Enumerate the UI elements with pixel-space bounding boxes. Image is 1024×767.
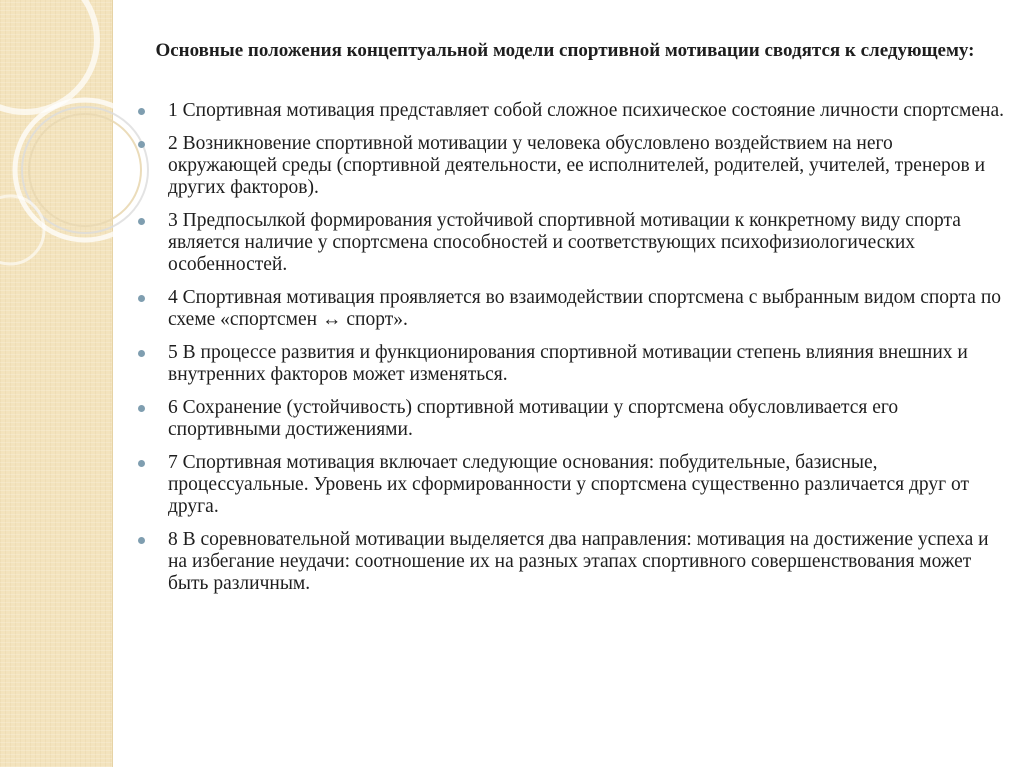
points-list (134, 100, 1004, 606)
bullet-dot-icon (138, 460, 145, 467)
point-text: 3 Предпосылкой формирования устойчивой спортивной мотивации к конкретному виду спорта является наличие у спортсмена способностей и соответствующих психофизиологических особенностей. (168, 210, 961, 275)
point-text: 6 Сохранение (устойчивость) спортивной мотивации у спортсмена обусловливается его спортивными достижениями. (168, 397, 899, 440)
decorative-circles-graphic (0, 0, 150, 330)
list-item (134, 287, 1004, 331)
list-item (134, 529, 1004, 595)
point-text: 4 Спортивная мотивация проявляется во взаимодействии спортсмена с выбранным видом спорта по схеме «спортсмен ↔ спорт». (168, 287, 1002, 330)
bullet-dot-icon (138, 141, 145, 148)
decor-ring-small (0, 196, 44, 264)
bullet-dot-icon (138, 405, 145, 412)
decor-ring-inner (29, 114, 141, 226)
bullet-dot-icon (138, 108, 145, 115)
bullet-dot-icon (138, 295, 145, 302)
bullet-dot-icon (138, 218, 145, 225)
point-text: 5 В процессе развития и функционирования спортивной мотивации степень влияния внешних и внутренних факторов может изменяться. (168, 342, 968, 385)
point-text: 2 Возникновение спортивной мотивации у человека обусловлено воздействием на него окружающей среды (спортивной деятельности, ее исполнителей, родителей, учителей, тренеров и других факторов). (168, 133, 986, 198)
bullet-dot-icon (138, 537, 145, 544)
list-item (134, 452, 1004, 518)
list-item (134, 342, 1004, 386)
list-item (134, 397, 1004, 441)
list-item (134, 100, 1004, 122)
decor-ring-large (0, 0, 97, 112)
decor-ring-middle (15, 100, 150, 240)
bullet-dot-icon (138, 350, 145, 357)
list-item (134, 210, 1004, 276)
point-text: 8 В соревновательной мотивации выделяется два направления: мотивация на достижение успеха и на избегание неудачи: соотношение их на разных этапах спортивного совершенствования может быть различным. (168, 529, 989, 594)
point-text: 7 Спортивная мотивация включает следующие основания: побудительные, базисные, процессуальные. Уровень их сформированности у спортсмена существенно различается друг от друга. (168, 452, 970, 517)
point-text: 1 Спортивная мотивация представляет собой сложное психическое состояние личности спортсмена. (168, 100, 1004, 121)
list-item (134, 133, 1004, 199)
slide-title: Основные положения концептуальной модели спортивной мотивации сводятся к следующему: (155, 40, 975, 61)
